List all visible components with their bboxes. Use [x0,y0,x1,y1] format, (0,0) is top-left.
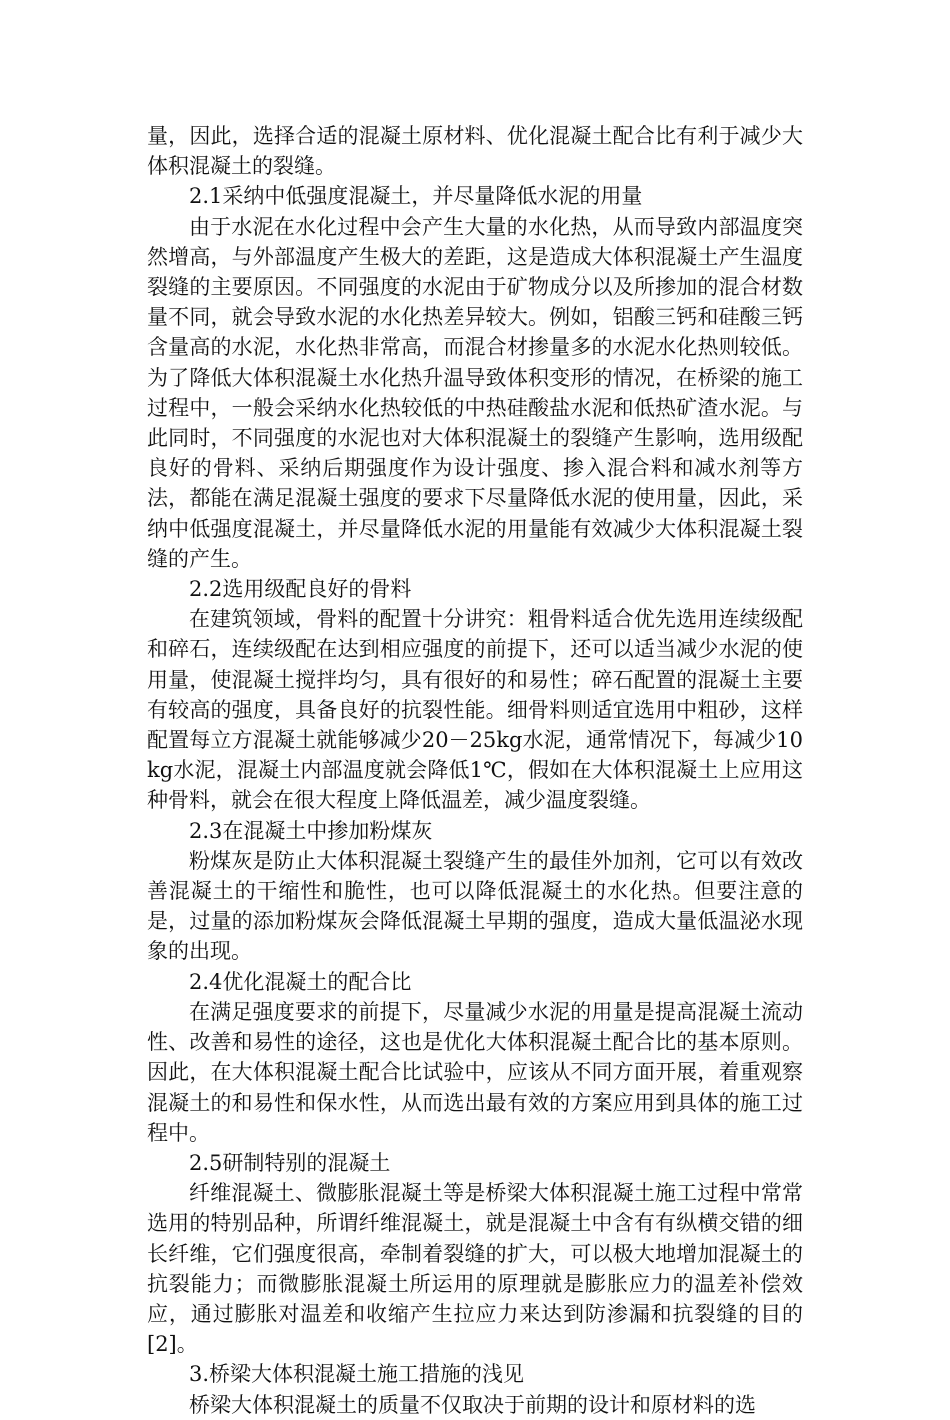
section-heading-2-4: 2.4优化混凝土的配合比 [189,969,412,994]
section-heading-2-3: 2.3在混凝土中掺加粉煤灰 [189,818,433,843]
paragraph-continued: 量，因此，选择合适的混凝土原材料、优化混凝土配合比有利于减少大体积混凝土的裂缝。 [147,124,803,179]
section-heading-3: 3.桥梁大体积混凝土施工措施的浅见 [189,1362,525,1387]
section-heading-2-2: 2.2选用级配良好的骨料 [189,577,412,602]
paragraph: 由于水泥在水化过程中会产生大量的水化热，从而导致内部温度突然增高，与外部温度产生极大的差距，这是造成大体积混凝土产生温度裂缝的主要原因。不同强度的水泥由于矿物成分以及所掺加的混合材数量不同，就会导致水泥的水化热差异较大。例如，铝酸三钙和硅酸三钙含量高的水泥，水化热非常高，而混合材掺量多的水泥水化热则较低。为了降低大体积混凝土水化热升温导致体积变形的情况，在桥梁的施工过程中，一般会采纳水化热较低的中热硅酸盐水泥和低热矿渣水泥。与此同时，不同强度的水泥也对大体积混凝土的裂缝产生影响，选用级配良好的骨料、采纳后期强度作为设计强度、掺入混合料和减水剂等方法，都能在满足混凝土强度的要求下尽量降低水泥的使用量，因此，采纳中低强度混凝土，并尽量降低水泥的用量能有效减少大体积混凝土裂缝的产生。 [147,214,803,571]
section-heading-2-1: 2.1采纳中低强度混凝土，并尽量降低水泥的用量 [189,184,643,209]
document-body [147,121,803,1420]
section-heading-2-5: 2.5研制特别的混凝土 [189,1150,391,1175]
paragraph: 桥梁大体积混凝土的质量不仅取决于前期的设计和原材料的选 [189,1392,756,1417]
paragraph: 纤维混凝土、微膨胀混凝土等是桥梁大体积混凝土施工过程中常常选用的特别品种，所谓纤维混凝土，就是混凝土中含有有纵横交错的细长纤维，它们强度很高，牵制着裂缝的扩大，可以极大地增加混凝土的抗裂能力；而微膨胀混凝土所运用的原理就是膨胀应力的温差补偿效应，通过膨胀对温差和收缩产生拉应力来达到防渗漏和抗裂缝的目的[2]。 [147,1181,803,1357]
paragraph: 在建筑领域，骨料的配置十分讲究：粗骨料适合优先选用连续级配和碎石，连续级配在达到相应强度的前提下，还可以适当减少水泥的使用量，使混凝土搅拌均匀，具有很好的和易性；碎石配置的混凝土主要有较高的强度，具备良好的抗裂性能。细骨料则适宜选用中粗砂，这样配置每立方混凝土就能够减少20－25kg水泥，通常情况下，每减少10 kg水泥，混凝土内部温度就会降低1℃，假如在大体积混凝土上应用这种骨料，就会在很大程度上降低温差，减少温度裂缝。 [147,607,803,813]
paragraph: 粉煤灰是防止大体积混凝土裂缝产生的最佳外加剂，它可以有效改善混凝土的干缩性和脆性，也可以降低混凝土的水化热。但要注意的是，过量的添加粉煤灰会降低混凝土早期的强度，造成大量低温泌水现象的出现。 [147,848,803,964]
paragraph: 在满足强度要求的前提下，尽量减少水泥的用量是提高混凝土流动性、改善和易性的途径，这也是优化大体积混凝土配合比的基本原则。因此，在大体积混凝土配合比试验中，应该从不同方面开展，着重观察混凝土的和易性和保水性，从而选出最有效的方案应用到具体的施工过程中。 [147,999,803,1145]
